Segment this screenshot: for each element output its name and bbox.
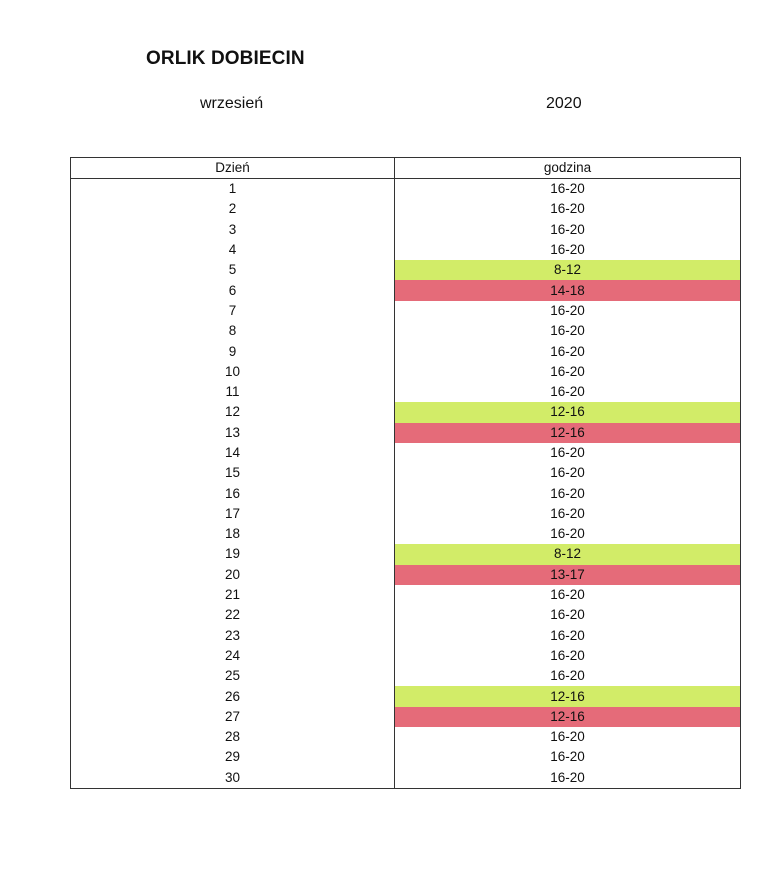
table-row (71, 179, 741, 200)
hours-cell: 16-20 (550, 343, 585, 359)
day-cell: 15 (71, 463, 395, 483)
hours-cell: 12-16 (395, 686, 741, 706)
hours-cell: 16-20 (550, 485, 585, 501)
hours-cell: 16-20 (550, 505, 585, 521)
day-cell: 30 (71, 768, 395, 789)
day-cell: 11 (71, 382, 395, 402)
table-row (71, 666, 741, 686)
day-cell: 6 (71, 280, 395, 300)
column-header-day: Dzień (71, 158, 395, 179)
day-cell: 20 (71, 565, 395, 585)
table-row (71, 686, 741, 706)
table-row (71, 321, 741, 341)
table-row (71, 362, 741, 382)
day-cell: 25 (71, 666, 395, 686)
schedule-table (70, 157, 741, 789)
day-cell: 2 (71, 199, 395, 219)
hours-cell: 16-20 (550, 384, 585, 400)
hours-cell: 16-20 (550, 302, 585, 318)
hours-cell: 16-20 (550, 445, 585, 460)
day-cell: 21 (71, 585, 395, 605)
table-row (71, 402, 741, 422)
month-label: wrzesień (200, 95, 264, 112)
table-row (71, 544, 741, 564)
day-cell: 3 (71, 220, 395, 240)
table-row (71, 423, 741, 443)
schedule-body (71, 179, 741, 789)
table-row (71, 341, 741, 361)
table-row (71, 463, 741, 483)
hours-cell: 16-20 (550, 647, 585, 663)
hours-cell: 12-16 (395, 423, 741, 443)
hours-cell: 16-20 (550, 587, 585, 603)
table-row (71, 585, 741, 605)
day-cell: 24 (71, 646, 395, 666)
hours-cell: 16-20 (550, 201, 585, 217)
table-row (71, 260, 741, 280)
day-cell: 23 (71, 626, 395, 646)
table-row (71, 524, 741, 544)
hours-cell: 16-20 (550, 607, 585, 623)
table-row (71, 646, 741, 666)
hours-cell: 16-20 (550, 749, 585, 765)
table-row (71, 504, 741, 524)
hours-cell: 12-16 (395, 402, 741, 422)
day-cell: 5 (71, 260, 395, 280)
day-cell: 1 (71, 179, 395, 200)
hours-cell: 16-20 (550, 181, 585, 197)
table-row (71, 565, 741, 585)
day-cell: 16 (71, 483, 395, 503)
table-row (71, 707, 741, 727)
table-row (71, 301, 741, 321)
hours-cell: 12-16 (395, 707, 741, 727)
day-cell: 13 (71, 423, 395, 443)
hours-cell: 14-18 (395, 280, 741, 300)
table-row (71, 626, 741, 646)
table-row (71, 747, 741, 767)
table-row (71, 199, 741, 219)
hours-cell: 16-20 (550, 221, 585, 237)
day-cell: 22 (71, 605, 395, 625)
day-cell: 9 (71, 341, 395, 361)
hours-cell: 16-20 (550, 363, 585, 379)
day-cell: 8 (71, 321, 395, 341)
hours-cell: 16-20 (550, 323, 585, 339)
hours-cell: 8-12 (395, 544, 741, 564)
day-cell: 29 (71, 747, 395, 767)
hours-cell: 16-20 (550, 769, 585, 785)
day-cell: 4 (71, 240, 395, 260)
hours-cell: 8-12 (395, 260, 741, 280)
day-cell: 18 (71, 524, 395, 544)
day-cell: 10 (71, 362, 395, 382)
document-title: ORLIK DOBIECIN (146, 48, 305, 69)
day-cell: 17 (71, 504, 395, 524)
day-cell: 26 (71, 686, 395, 706)
hours-cell: 16-20 (550, 526, 585, 542)
day-cell: 14 (71, 443, 395, 463)
hours-cell: 16-20 (550, 729, 585, 745)
column-header-hours: godzina (395, 158, 741, 179)
table-row (71, 220, 741, 240)
table-row (71, 605, 741, 625)
table-row (71, 382, 741, 402)
table-row (71, 483, 741, 503)
hours-cell: 16-20 (550, 242, 585, 258)
day-cell: 19 (71, 544, 395, 564)
hours-cell: 16-20 (550, 465, 585, 481)
table-row (71, 240, 741, 260)
hours-cell: 16-20 (550, 627, 585, 643)
year-label: 2020 (546, 95, 582, 112)
hours-cell: 13-17 (395, 565, 741, 585)
hours-cell: 16-20 (550, 668, 585, 684)
table-row (71, 727, 741, 747)
table-row (71, 280, 741, 300)
table-header-row (71, 158, 741, 179)
table-row (71, 443, 741, 463)
table-row (71, 768, 741, 789)
day-cell: 7 (71, 301, 395, 321)
day-cell: 27 (71, 707, 395, 727)
day-cell: 28 (71, 727, 395, 747)
day-cell: 12 (71, 402, 395, 422)
